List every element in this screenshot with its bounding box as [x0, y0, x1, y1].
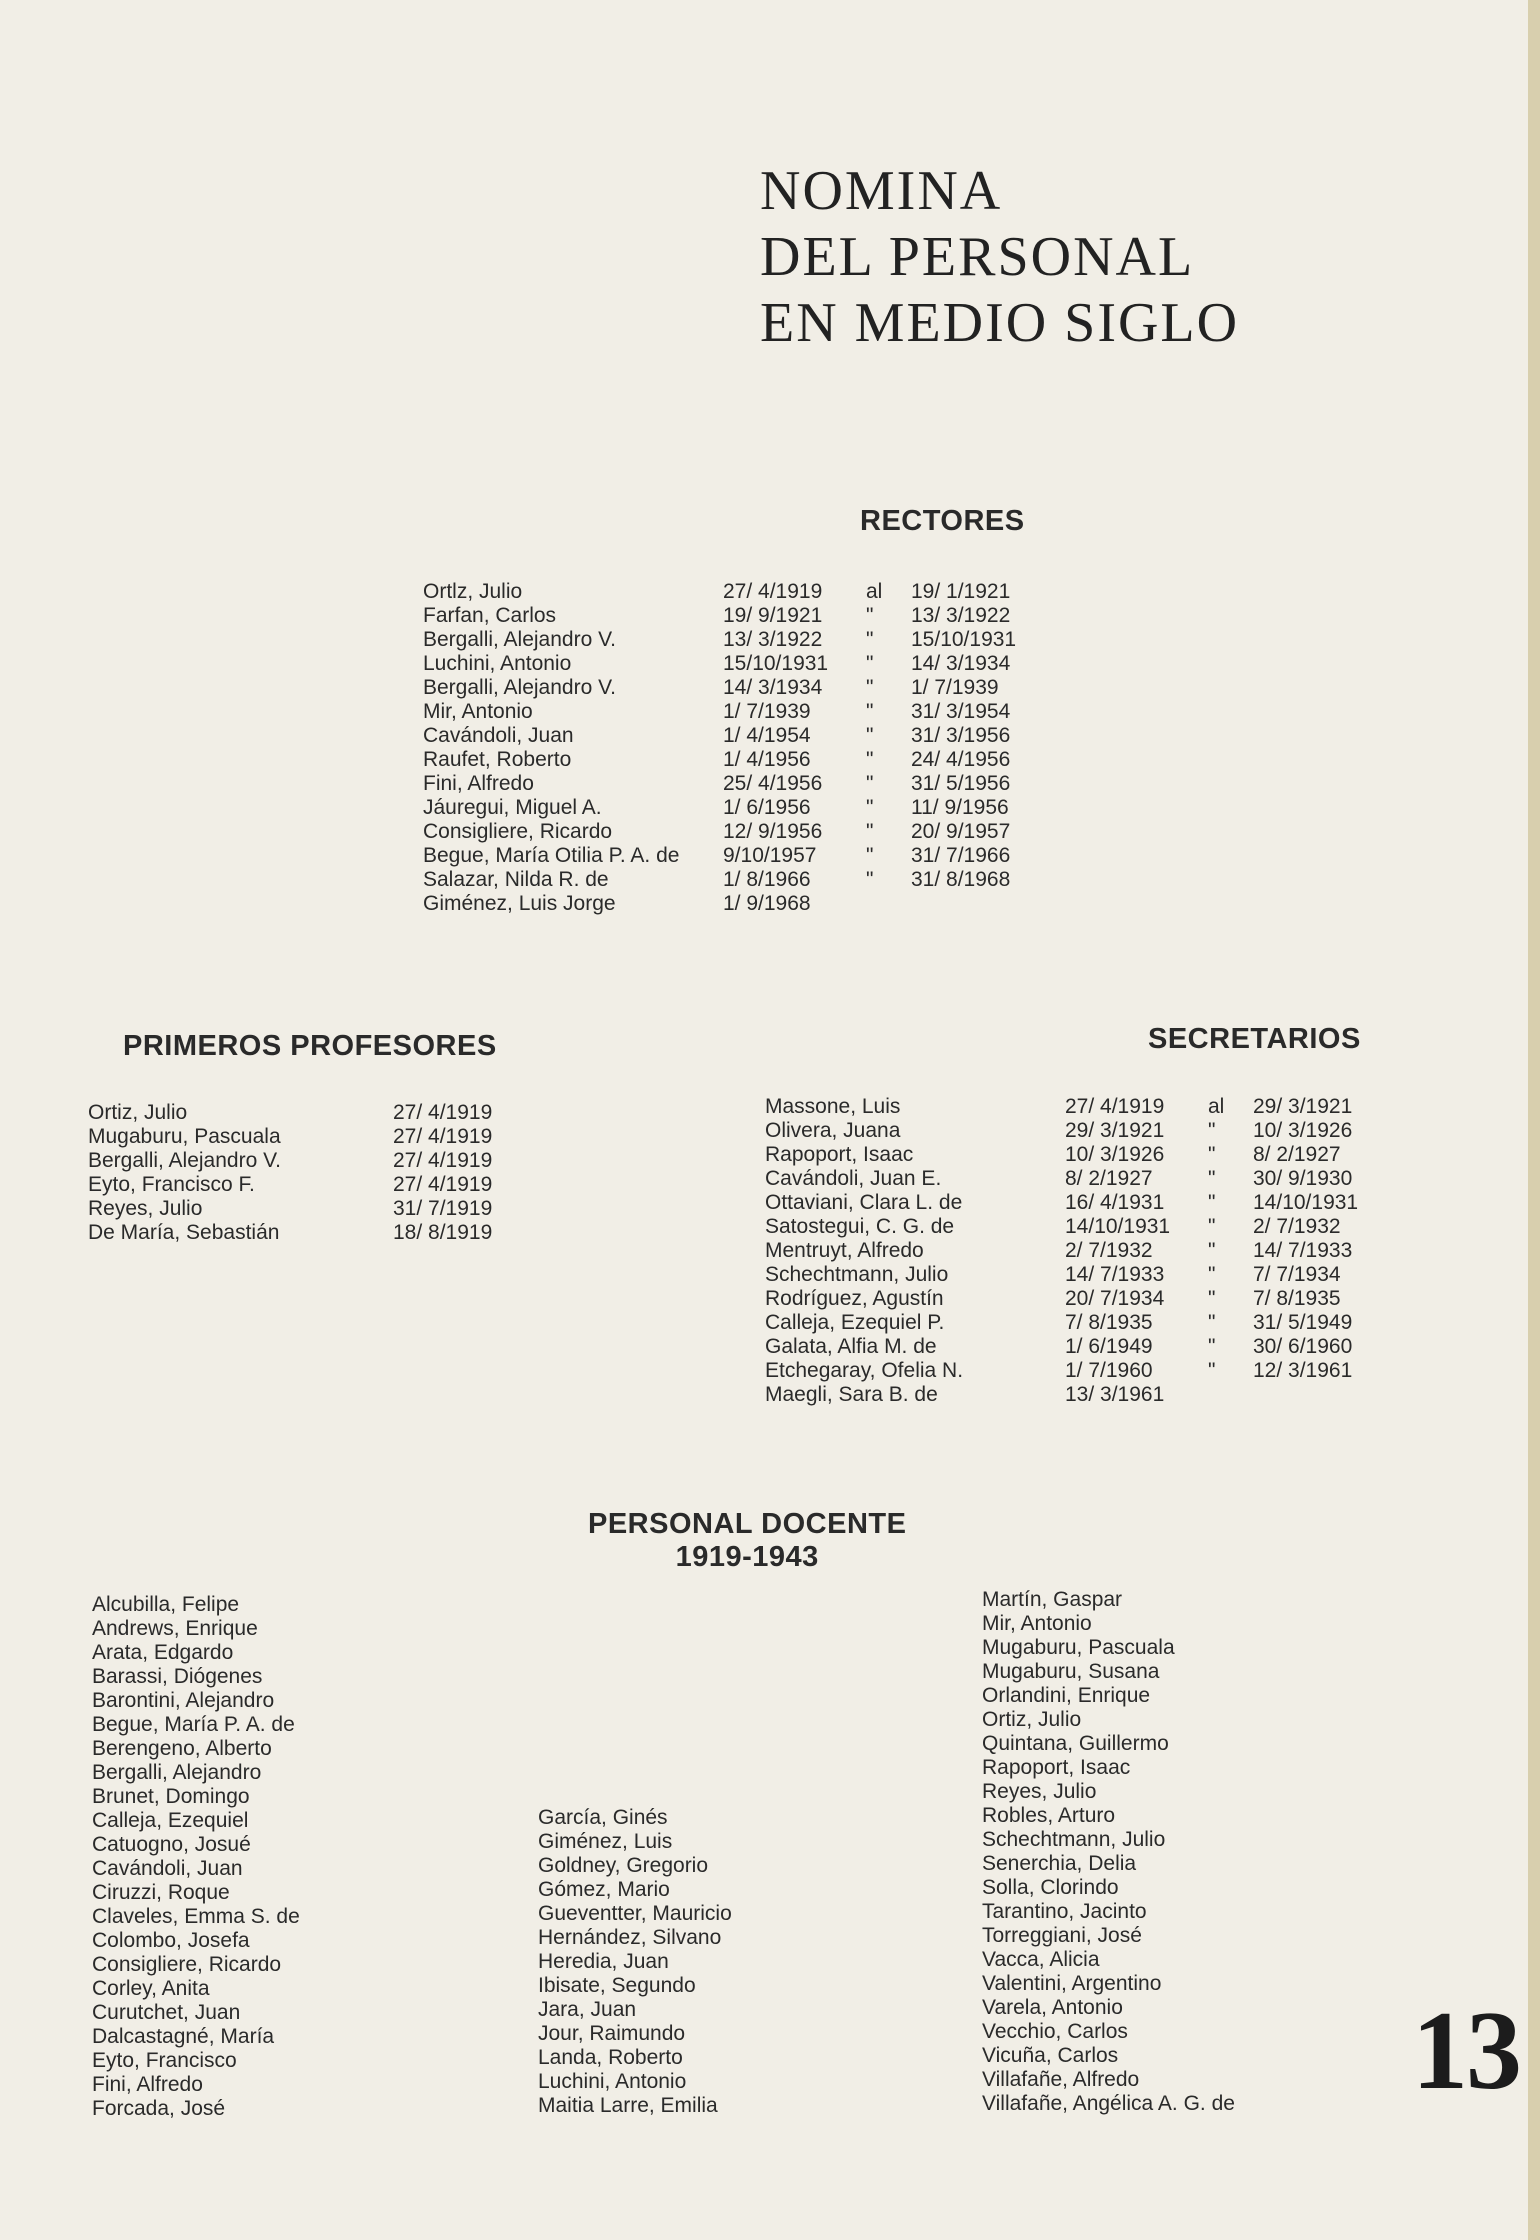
cell-name: Mir, Antonio	[423, 700, 533, 723]
list-item: Tarantino, Jacinto	[982, 1900, 1147, 1923]
list-item: Villafañe, Angélica A. G. de	[982, 2092, 1235, 2115]
table-row	[765, 1095, 1395, 1119]
list-item: Vecchio, Carlos	[982, 2020, 1128, 2043]
secretarios-table	[765, 1095, 1395, 1407]
cell-name: Bergalli, Alejandro V.	[88, 1149, 282, 1172]
cell-from: 1/ 7/1960	[1065, 1359, 1153, 1382]
list-item: Orlandini, Enrique	[982, 1684, 1151, 1707]
table-row	[765, 1311, 1395, 1335]
primeros-profesores-heading: PRIMEROS PROFESORES	[123, 1030, 497, 1062]
cell-from: 14/ 7/1933	[1065, 1263, 1165, 1286]
table-row	[88, 1173, 528, 1197]
cell-sep: "	[1208, 1263, 1216, 1286]
cell-to: 14/ 3/1934	[911, 652, 1011, 675]
list-item: Rapoport, Isaac	[982, 1756, 1131, 1779]
cell-from: 19/ 9/1921	[723, 604, 823, 627]
cell-name: Salazar, Nilda R. de	[423, 868, 609, 891]
cell-sep: "	[866, 844, 874, 867]
cell-to: 31/ 8/1968	[911, 868, 1011, 891]
table-row	[423, 676, 1063, 700]
cell-from: 12/ 9/1956	[723, 820, 823, 843]
cell-from: 2/ 7/1932	[1065, 1239, 1153, 1262]
cell-sep: "	[866, 748, 874, 771]
cell-sep: "	[866, 820, 874, 843]
cell-to: 14/10/1931	[1253, 1191, 1359, 1214]
table-row	[423, 700, 1063, 724]
cell-name: Fini, Alfredo	[423, 772, 534, 795]
cell-from: 18/ 8/1919	[393, 1221, 493, 1244]
cell-name: Ottaviani, Clara L. de	[765, 1191, 963, 1214]
list-item: Begue, María P. A. de	[92, 1713, 295, 1736]
page-title	[760, 158, 1239, 356]
cell-from: 1/ 9/1968	[723, 892, 811, 915]
list-item: Reyes, Julio	[982, 1780, 1097, 1803]
cell-name: Maegli, Sara B. de	[765, 1383, 938, 1406]
page-number: 13	[1412, 1989, 1520, 2113]
cell-sep: "	[866, 724, 874, 747]
cell-name: Farfan, Carlos	[423, 604, 557, 627]
table-row	[423, 724, 1063, 748]
cell-name: Mugaburu, Pascuala	[88, 1125, 281, 1148]
cell-to: 29/ 3/1921	[1253, 1095, 1353, 1118]
cell-from: 15/10/1931	[723, 652, 829, 675]
list-item: Fini, Alfredo	[92, 2073, 203, 2096]
cell-from: 27/ 4/1919	[393, 1101, 493, 1124]
list-item: Varela, Antonio	[982, 1996, 1123, 2019]
table-row	[765, 1143, 1395, 1167]
cell-sep: "	[1208, 1143, 1216, 1166]
table-row	[765, 1215, 1395, 1239]
cell-name: Bergalli, Alejandro V.	[423, 628, 617, 651]
cell-from: 9/10/1957	[723, 844, 817, 867]
cell-name: Consigliere, Ricardo	[423, 820, 613, 843]
cell-to: 7/ 7/1934	[1253, 1263, 1341, 1286]
page-title-line: NOMINA	[760, 160, 1003, 222]
list-item: Consigliere, Ricardo	[92, 1953, 282, 1976]
list-item: Solla, Clorindo	[982, 1876, 1119, 1899]
personal-docente-heading	[588, 1508, 906, 1574]
list-item: Mir, Antonio	[982, 1612, 1092, 1635]
table-row	[88, 1221, 528, 1245]
table-row	[423, 772, 1063, 796]
list-item: Gómez, Mario	[538, 1878, 670, 1901]
table-row	[765, 1263, 1395, 1287]
cell-sep: "	[866, 700, 874, 723]
cell-from: 1/ 6/1956	[723, 796, 811, 819]
cell-sep: "	[866, 652, 874, 675]
cell-from: 27/ 4/1919	[723, 580, 823, 603]
list-item: Martín, Gaspar	[982, 1588, 1123, 1611]
cell-name: Reyes, Julio	[88, 1197, 203, 1220]
page-edge	[1528, 0, 1540, 2240]
cell-from: 20/ 7/1934	[1065, 1287, 1165, 1310]
list-item: Bergalli, Alejandro	[92, 1761, 262, 1784]
list-item: Alcubilla, Felipe	[92, 1593, 240, 1616]
cell-name: Mentruyt, Alfredo	[765, 1239, 924, 1262]
table-row	[423, 748, 1063, 772]
cell-name: Jáuregui, Miguel A.	[423, 796, 602, 819]
cell-name: Cavándoli, Juan E.	[765, 1167, 942, 1190]
list-item: Vicuña, Carlos	[982, 2044, 1119, 2067]
cell-name: Eyto, Francisco F.	[88, 1173, 255, 1196]
cell-name: De María, Sebastián	[88, 1221, 280, 1244]
table-row	[423, 844, 1063, 868]
list-item: Ibisate, Segundo	[538, 1974, 696, 1997]
table-row	[88, 1197, 528, 1221]
cell-sep: "	[1208, 1239, 1216, 1262]
cell-from: 10/ 3/1926	[1065, 1143, 1165, 1166]
list-item: Senerchia, Delia	[982, 1852, 1137, 1875]
cell-name: Raufet, Roberto	[423, 748, 572, 771]
table-row	[423, 580, 1063, 604]
list-item: Landa, Roberto	[538, 2046, 683, 2069]
cell-name: Galata, Alfia M. de	[765, 1335, 937, 1358]
table-row	[423, 820, 1063, 844]
table-row	[765, 1119, 1395, 1143]
cell-from: 27/ 4/1919	[1065, 1095, 1165, 1118]
cell-name: Rodríguez, Agustín	[765, 1287, 944, 1310]
cell-from: 1/ 8/1966	[723, 868, 811, 891]
table-row	[423, 796, 1063, 820]
cell-name: Begue, María Otilia P. A. de	[423, 844, 680, 867]
cell-to: 1/ 7/1939	[911, 676, 999, 699]
list-item: Barontini, Alejandro	[92, 1689, 275, 1712]
table-row	[423, 868, 1063, 892]
table-row	[765, 1383, 1395, 1407]
cell-sep: "	[866, 796, 874, 819]
table-row	[765, 1191, 1395, 1215]
cell-from: 1/ 6/1949	[1065, 1335, 1153, 1358]
list-item: Valentini, Argentino	[982, 1972, 1162, 1995]
list-item: Torreggiani, José	[982, 1924, 1142, 1947]
cell-name: Satostegui, C. G. de	[765, 1215, 955, 1238]
secretarios-heading: SECRETARIOS	[1148, 1023, 1361, 1055]
list-item: Luchini, Antonio	[538, 2070, 687, 2093]
list-item: Villafañe, Alfredo	[982, 2068, 1140, 2091]
list-item: Cavándoli, Juan	[92, 1857, 243, 1880]
cell-name: Cavándoli, Juan	[423, 724, 574, 747]
cell-name: Etchegaray, Ofelia N.	[765, 1359, 964, 1382]
list-item: Mugaburu, Susana	[982, 1660, 1160, 1683]
list-item: Calleja, Ezequiel	[92, 1809, 249, 1832]
list-item: Jour, Raimundo	[538, 2022, 686, 2045]
cell-name: Massone, Luis	[765, 1095, 901, 1118]
cell-name: Giménez, Luis Jorge	[423, 892, 616, 915]
list-item: Mugaburu, Pascuala	[982, 1636, 1175, 1659]
rectores-heading: RECTORES	[860, 505, 1025, 537]
cell-from: 13/ 3/1922	[723, 628, 823, 651]
cell-to: 31/ 7/1966	[911, 844, 1011, 867]
cell-sep: "	[866, 676, 874, 699]
table-row	[423, 604, 1063, 628]
list-item: Giménez, Luis	[538, 1830, 673, 1853]
cell-sep: "	[1208, 1191, 1216, 1214]
cell-from: 1/ 4/1954	[723, 724, 811, 747]
cell-to: 7/ 8/1935	[1253, 1287, 1341, 1310]
cell-to: 14/ 7/1933	[1253, 1239, 1353, 1262]
primeros-profesores-table	[88, 1101, 528, 1245]
list-item: Arata, Edgardo	[92, 1641, 234, 1664]
list-item: Claveles, Emma S. de	[92, 1905, 300, 1928]
cell-sep: "	[866, 868, 874, 891]
cell-to: 10/ 3/1926	[1253, 1119, 1353, 1142]
list-item: Brunet, Domingo	[92, 1785, 250, 1808]
cell-from: 1/ 7/1939	[723, 700, 811, 723]
cell-from: 27/ 4/1919	[393, 1125, 493, 1148]
list-item: Ciruzzi, Roque	[92, 1881, 230, 1904]
rectores-table	[423, 580, 1063, 916]
cell-name: Schechtmann, Julio	[765, 1263, 949, 1286]
cell-from: 16/ 4/1931	[1065, 1191, 1165, 1214]
table-row	[423, 892, 1063, 916]
cell-to: 31/ 5/1956	[911, 772, 1011, 795]
table-row	[765, 1167, 1395, 1191]
page-title-line: EN MEDIO SIGLO	[760, 292, 1240, 354]
personal-docente-heading-years: 1919-1943	[675, 1541, 819, 1573]
cell-sep: "	[1208, 1359, 1216, 1382]
docente-column-3	[982, 1588, 1235, 2116]
cell-sep: "	[1208, 1215, 1216, 1238]
cell-to: 12/ 3/1961	[1253, 1359, 1353, 1382]
cell-to: 31/ 5/1949	[1253, 1311, 1353, 1334]
list-item: Berengeno, Alberto	[92, 1737, 272, 1760]
list-item: Gueventter, Mauricio	[538, 1902, 732, 1925]
cell-sep: "	[1208, 1311, 1216, 1334]
cell-name: Bergalli, Alejandro V.	[423, 676, 617, 699]
cell-from: 8/ 2/1927	[1065, 1167, 1153, 1190]
list-item: Forcada, José	[92, 2097, 226, 2120]
cell-to: 30/ 9/1930	[1253, 1167, 1353, 1190]
page-title-line: DEL PERSONAL	[760, 226, 1195, 288]
cell-from: 7/ 8/1935	[1065, 1311, 1153, 1334]
list-item: Catuogno, Josué	[92, 1833, 251, 1856]
docente-column-2	[538, 1806, 732, 2118]
cell-sep: al	[1208, 1095, 1225, 1118]
list-item: Heredia, Juan	[538, 1950, 669, 1973]
list-item: Eyto, Francisco	[92, 2049, 237, 2072]
table-row	[765, 1359, 1395, 1383]
cell-to: 11/ 9/1956	[911, 796, 1009, 819]
cell-to: 20/ 9/1957	[911, 820, 1011, 843]
cell-to: 19/ 1/1921	[911, 580, 1011, 603]
cell-name: Ortiz, Julio	[88, 1101, 188, 1124]
personal-docente-heading-line: PERSONAL DOCENTE	[588, 1508, 907, 1540]
cell-from: 13/ 3/1961	[1065, 1383, 1165, 1406]
table-row	[765, 1239, 1395, 1263]
list-item: Goldney, Gregorio	[538, 1854, 709, 1877]
cell-sep: "	[1208, 1119, 1216, 1142]
cell-sep: "	[866, 772, 874, 795]
cell-to: 24/ 4/1956	[911, 748, 1011, 771]
cell-name: Calleja, Ezequiel P.	[765, 1311, 945, 1334]
list-item: Dalcastagné, María	[92, 2025, 275, 2048]
cell-from: 25/ 4/1956	[723, 772, 823, 795]
list-item: Colombo, Josefa	[92, 1929, 250, 1952]
table-row	[423, 652, 1063, 676]
cell-from: 29/ 3/1921	[1065, 1119, 1165, 1142]
list-item: Vacca, Alicia	[982, 1948, 1100, 1971]
cell-from: 14/10/1931	[1065, 1215, 1171, 1238]
cell-to: 30/ 6/1960	[1253, 1335, 1353, 1358]
cell-name: Luchini, Antonio	[423, 652, 572, 675]
list-item: Jara, Juan	[538, 1998, 637, 2021]
cell-to: 13/ 3/1922	[911, 604, 1011, 627]
table-row	[88, 1125, 528, 1149]
table-row	[765, 1287, 1395, 1311]
cell-sep: al	[866, 580, 883, 603]
cell-name: Rapoport, Isaac	[765, 1143, 914, 1166]
list-item: Hernández, Silvano	[538, 1926, 722, 1949]
cell-name: Ortlz, Julio	[423, 580, 523, 603]
cell-sep: "	[866, 628, 874, 651]
cell-to: 2/ 7/1932	[1253, 1215, 1341, 1238]
list-item: Ortiz, Julio	[982, 1708, 1082, 1731]
list-item: Quintana, Guillermo	[982, 1732, 1169, 1755]
list-item: García, Ginés	[538, 1806, 668, 1829]
table-row	[423, 628, 1063, 652]
cell-sep: "	[1208, 1287, 1216, 1310]
cell-from: 27/ 4/1919	[393, 1149, 493, 1172]
list-item: Maitia Larre, Emilia	[538, 2094, 718, 2117]
list-item: Schechtmann, Julio	[982, 1828, 1166, 1851]
cell-to: 31/ 3/1954	[911, 700, 1011, 723]
cell-name: Olivera, Juana	[765, 1119, 901, 1142]
table-row	[88, 1101, 528, 1125]
cell-to: 15/10/1931	[911, 628, 1017, 651]
list-item: Robles, Arturo	[982, 1804, 1116, 1827]
cell-to: 8/ 2/1927	[1253, 1143, 1341, 1166]
docente-column-1	[92, 1593, 300, 2121]
cell-from: 1/ 4/1956	[723, 748, 811, 771]
cell-sep: "	[1208, 1167, 1216, 1190]
table-row	[765, 1335, 1395, 1359]
cell-to: 31/ 3/1956	[911, 724, 1011, 747]
cell-from: 14/ 3/1934	[723, 676, 823, 699]
list-item: Andrews, Enrique	[92, 1617, 258, 1640]
list-item: Barassi, Diógenes	[92, 1665, 263, 1688]
list-item: Curutchet, Juan	[92, 2001, 241, 2024]
table-row	[88, 1149, 528, 1173]
cell-from: 31/ 7/1919	[393, 1197, 493, 1220]
cell-sep: "	[866, 604, 874, 627]
cell-sep: "	[1208, 1335, 1216, 1358]
list-item: Corley, Anita	[92, 1977, 210, 2000]
cell-from: 27/ 4/1919	[393, 1173, 493, 1196]
